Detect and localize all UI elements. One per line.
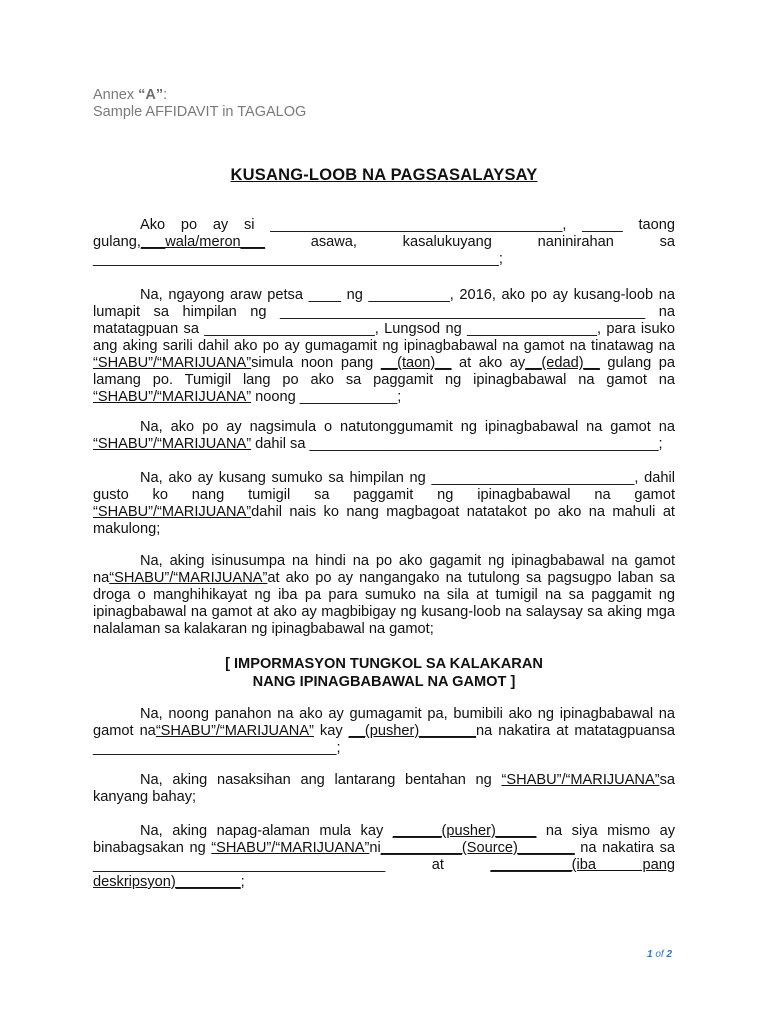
p5-text-a: Na, aking isinusumpa na hindi na po ako gagamit ng ipinagbabawal na gamot na: [93, 553, 675, 586]
section-heading: [0, 655, 768, 691]
p6-text-c: kay: [313, 723, 349, 739]
p2-drug-name: “SHABU”/“MARIJUANA”: [93, 355, 252, 371]
p4-text-c: dahil nais ko nang magbagoat natatakot po ako na mahuli at makulong;: [93, 504, 675, 537]
p6-drug-name: “SHABU”/“MARIJUANA”: [155, 723, 314, 739]
p8-text-e: ni: [369, 840, 381, 856]
p7-text-a: Na, aking nasaksihan ang lantarang bentahan ng: [140, 772, 502, 788]
p1-text-a: Ako po ay si ____________________________________, _____ taong gulang,: [93, 217, 675, 250]
p2-text-i: noong ____________;: [251, 389, 402, 405]
page-of: of: [652, 949, 667, 960]
p3-text-c: dahil sa ___________________________________________;: [251, 436, 663, 452]
document-title-text: KUSANG-LOOB NA PAGSASALAYSAY: [230, 166, 538, 184]
annex-line-2: Sample AFFIDAVIT in TAGALOG: [93, 104, 307, 120]
p8-pusher-blank: ______(pusher)_____: [392, 823, 537, 839]
p2-text-e: at ako ay: [451, 355, 526, 371]
p7-text-c: sa kanyang bahay;: [93, 772, 675, 805]
p8-source-blank: __________(Source)_______: [380, 840, 575, 856]
p7-drug-name: “SHABU”/“MARIJUANA”: [501, 772, 660, 788]
annex-letter: “A”: [138, 87, 164, 103]
page-total: 2: [666, 949, 673, 960]
annex-line-1: [93, 87, 306, 104]
p6-text-e: na nakatira at matatagpuansa ______________________________;: [93, 723, 675, 756]
p6-pusher-blank: __(pusher)_______: [348, 723, 477, 739]
p3-text-a: Na, ako po ay nagsimula o natutonggumamit ng ipinagbabawal na gamot na: [140, 419, 675, 435]
section-heading-line-1: [ IMPORMASYON TUNGKOL SA KALAKARAN: [225, 656, 543, 672]
section-heading-line-2: NANG IPINAGBABAWAL NA GAMOT ]: [252, 674, 516, 690]
p8-text-a: Na, aking napag-alaman mula kay: [140, 823, 393, 839]
paragraph-2: [93, 287, 675, 406]
paragraph-3: [93, 419, 675, 453]
document-title: [0, 166, 768, 185]
p2-text-g: gulang pa lamang po. Tumigil lang po ako sa paggamit ng ipinagbabawal na gamot na: [93, 355, 676, 388]
annex-header: [93, 87, 306, 121]
page-current: 1: [647, 949, 653, 960]
p4-drug-name: “SHABU”/“MARIJUANA”: [93, 504, 252, 520]
paragraph-4: [93, 470, 675, 538]
p8-text-g: na nakatira sa ____________________________________ at: [93, 840, 675, 873]
p1-marital-blank: ___wala/meron___: [140, 234, 266, 250]
p5-text-c: at ako po ay nangangako na tutulong sa pagsugpo laban sa droga o manghihikayat ng iba pa para sumuko na sila at tumigil na sa paggamit ng ipinagbabawal na gamot at ako ay magbibigay ng kusang-loob na salaysay sa aking mga nalalaman sa kalakaran ng ipinagbabawal na gamot;: [93, 570, 675, 637]
paragraph-8: [93, 823, 675, 891]
p6-text-a: Na, noong panahon na ako ay gumagamit pa, bumibili ako ng ipinagbabawal na gamot na: [93, 706, 675, 739]
p2-age-blank: __(edad)__: [525, 355, 600, 371]
page-number: [647, 949, 672, 960]
annex-prefix: Annex: [93, 87, 139, 103]
p8-description-blank: __________(iba pang deskripsyon)________: [93, 857, 675, 890]
p2-drug-name-2: “SHABU”/“MARIJUANA”: [93, 389, 252, 405]
p2-text-a: Na, ngayong araw petsa ____ ng __________, 2016, ako po ay kusang-loob na lumapit sa himpilan ng _____________________________________________ na matatagpuan sa _____________________, Lungsod ng ________________, para isuko ang aking sarili dahil ako po ay gumagamit ng ipinagbabawal na gamot na tinatawag na: [93, 287, 675, 354]
paragraph-6: [93, 706, 675, 757]
paragraph-5: [93, 553, 675, 638]
p5-drug-name: “SHABU”/“MARIJUANA”: [109, 570, 268, 586]
p2-year-blank: __(taon)__: [380, 355, 452, 371]
paragraph-1: [93, 217, 675, 268]
p8-drug-name: “SHABU”/“MARIJUANA”: [211, 840, 370, 856]
p8-text-i: ;: [240, 874, 245, 890]
annex-suffix: :: [163, 87, 168, 103]
p1-text-c: asawa, kasalukuyang naninirahan sa __________________________________________________;: [93, 234, 675, 267]
p2-text-c: simula noon pang: [251, 355, 381, 371]
p3-drug-name: “SHABU”/“MARIJUANA”: [93, 436, 252, 452]
paragraph-7: [93, 772, 675, 806]
p4-text-a: Na, ako ay kusang sumuko sa himpilan ng _________________________, dahil gusto ko nang tumigil sa paggamit ng ipinagbabawal na gamot: [93, 470, 675, 503]
p8-text-c: na siya mismo ay binabagsakan ng: [93, 823, 675, 856]
